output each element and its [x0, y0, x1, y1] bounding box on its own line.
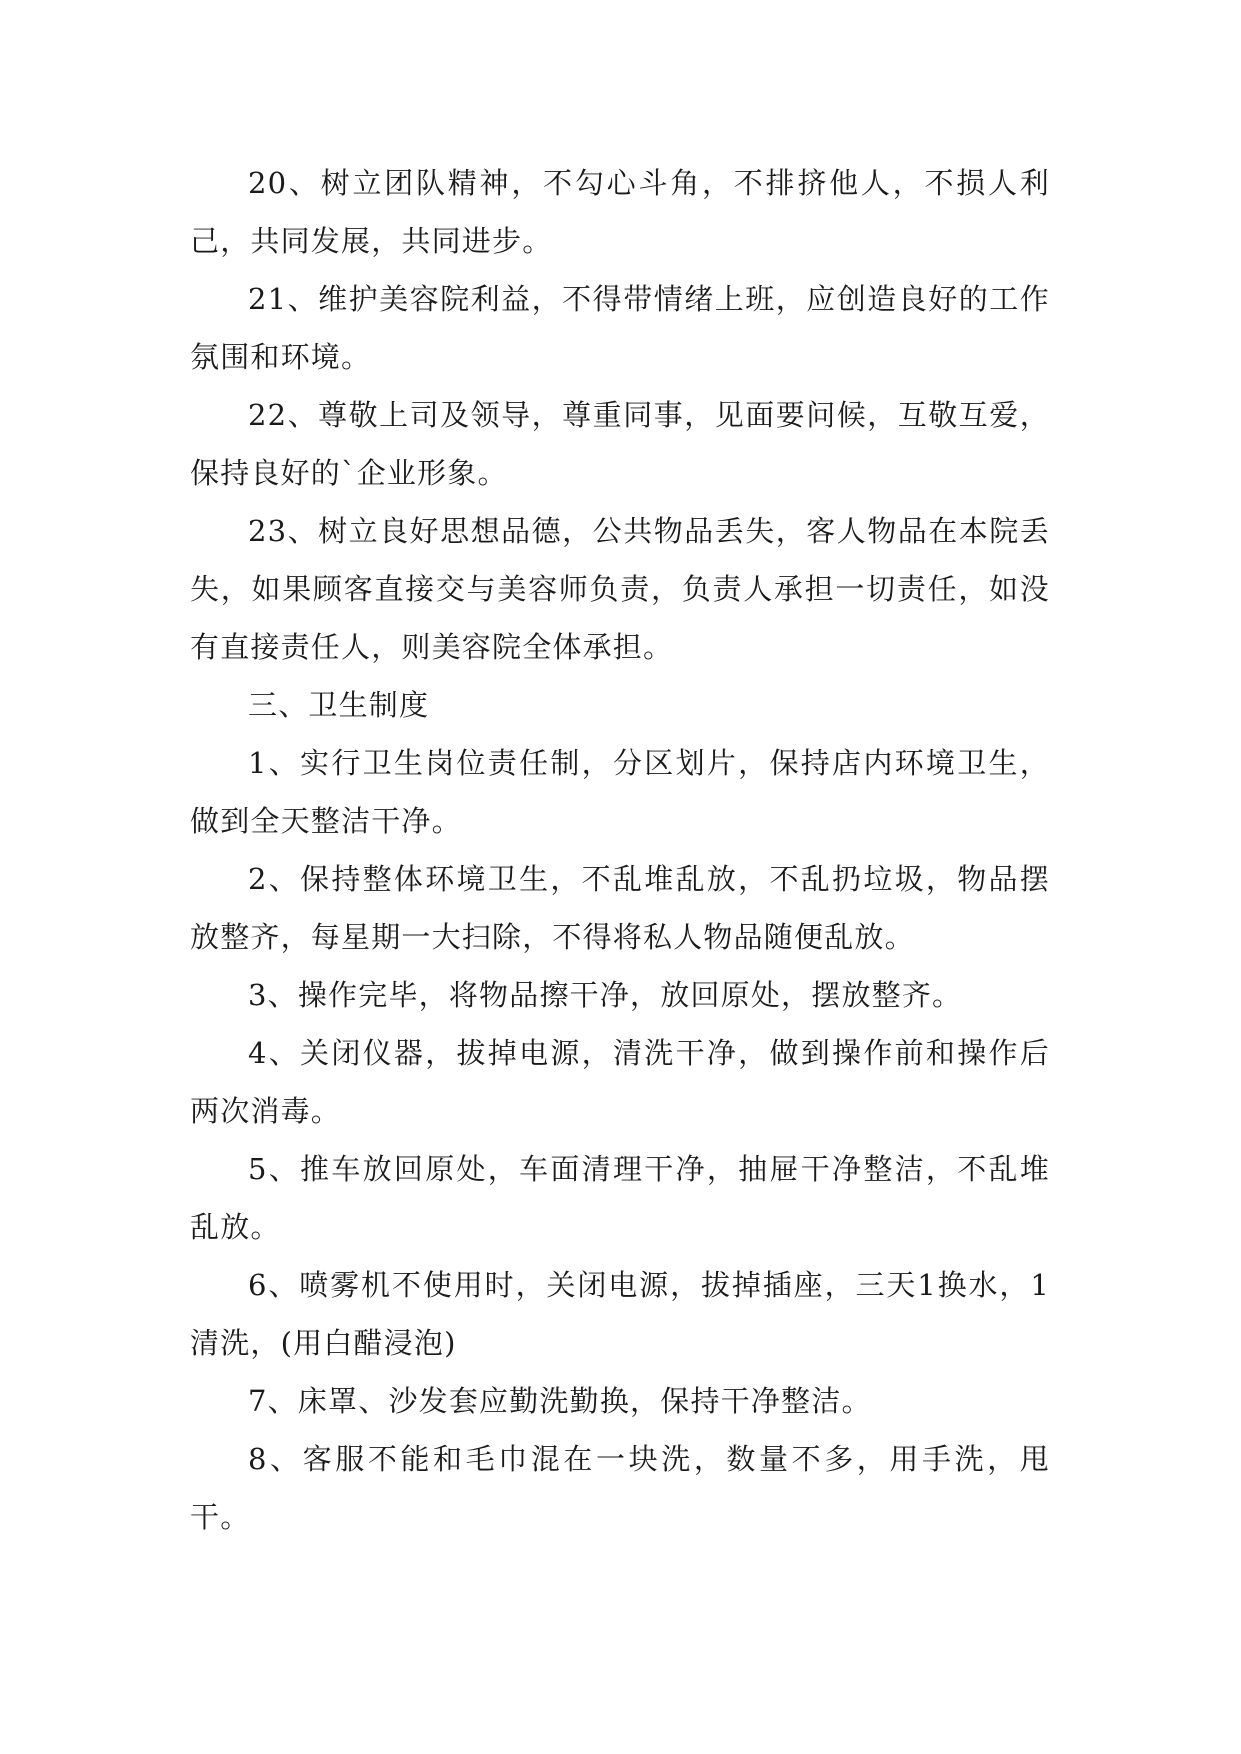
paragraph-rule-23: 23、树立良好思想品德，公共物品丢失，客人物品在本院丢失，如果顾客直接交与美容师负责，负责人承担一切责任，如没有直接责任人，则美容院全体承担。 [190, 514, 1050, 664]
paragraph-rule-21: 21、维护美容院利益，不得带情绪上班，应创造良好的工作氛围和环境。 [190, 282, 1050, 374]
document-body [190, 154, 1050, 1546]
section-heading-hygiene: 三、卫生制度 [248, 688, 430, 722]
paragraph-rule-20: 20、树立团队精神，不勾心斗角，不排挤他人，不损人利己，共同发展，共同进步。 [190, 166, 1050, 258]
paragraph-hygiene-4: 4、关闭仪器，拔掉电源，清洗干净，做到操作前和操作后两次消毒。 [190, 1036, 1050, 1128]
paragraph-hygiene-5: 5、推车放回原处，车面清理干净，抽屉干净整洁，不乱堆乱放。 [190, 1152, 1050, 1244]
paragraph-hygiene-8: 8、客服不能和毛巾混在一块洗，数量不多，用手洗，甩干。 [190, 1442, 1050, 1534]
paragraph-hygiene-7: 7、床罩、沙发套应勤洗勤换，保持干净整洁。 [248, 1384, 872, 1418]
paragraph-hygiene-6: 6、喷雾机不使用时，关闭电源，拔掉插座，三天1换水，1清洗，(用白醋浸泡) [190, 1268, 1050, 1360]
paragraph-rule-22: 22、尊敬上司及领导，尊重同事，见面要问候，互敬互爱，保持良好的`企业形象。 [190, 398, 1050, 490]
paragraph-hygiene-2: 2、保持整体环境卫生，不乱堆乱放，不乱扔垃圾，物品摆放整齐，每星期一大扫除，不得将私人物品随便乱放。 [190, 862, 1050, 954]
paragraph-hygiene-1: 1、实行卫生岗位责任制，分区划片，保持店内环境卫生，做到全天整洁干净。 [190, 746, 1050, 838]
paragraph-hygiene-3: 3、操作完毕，将物品擦干净，放回原处，摆放整齐。 [248, 978, 963, 1012]
